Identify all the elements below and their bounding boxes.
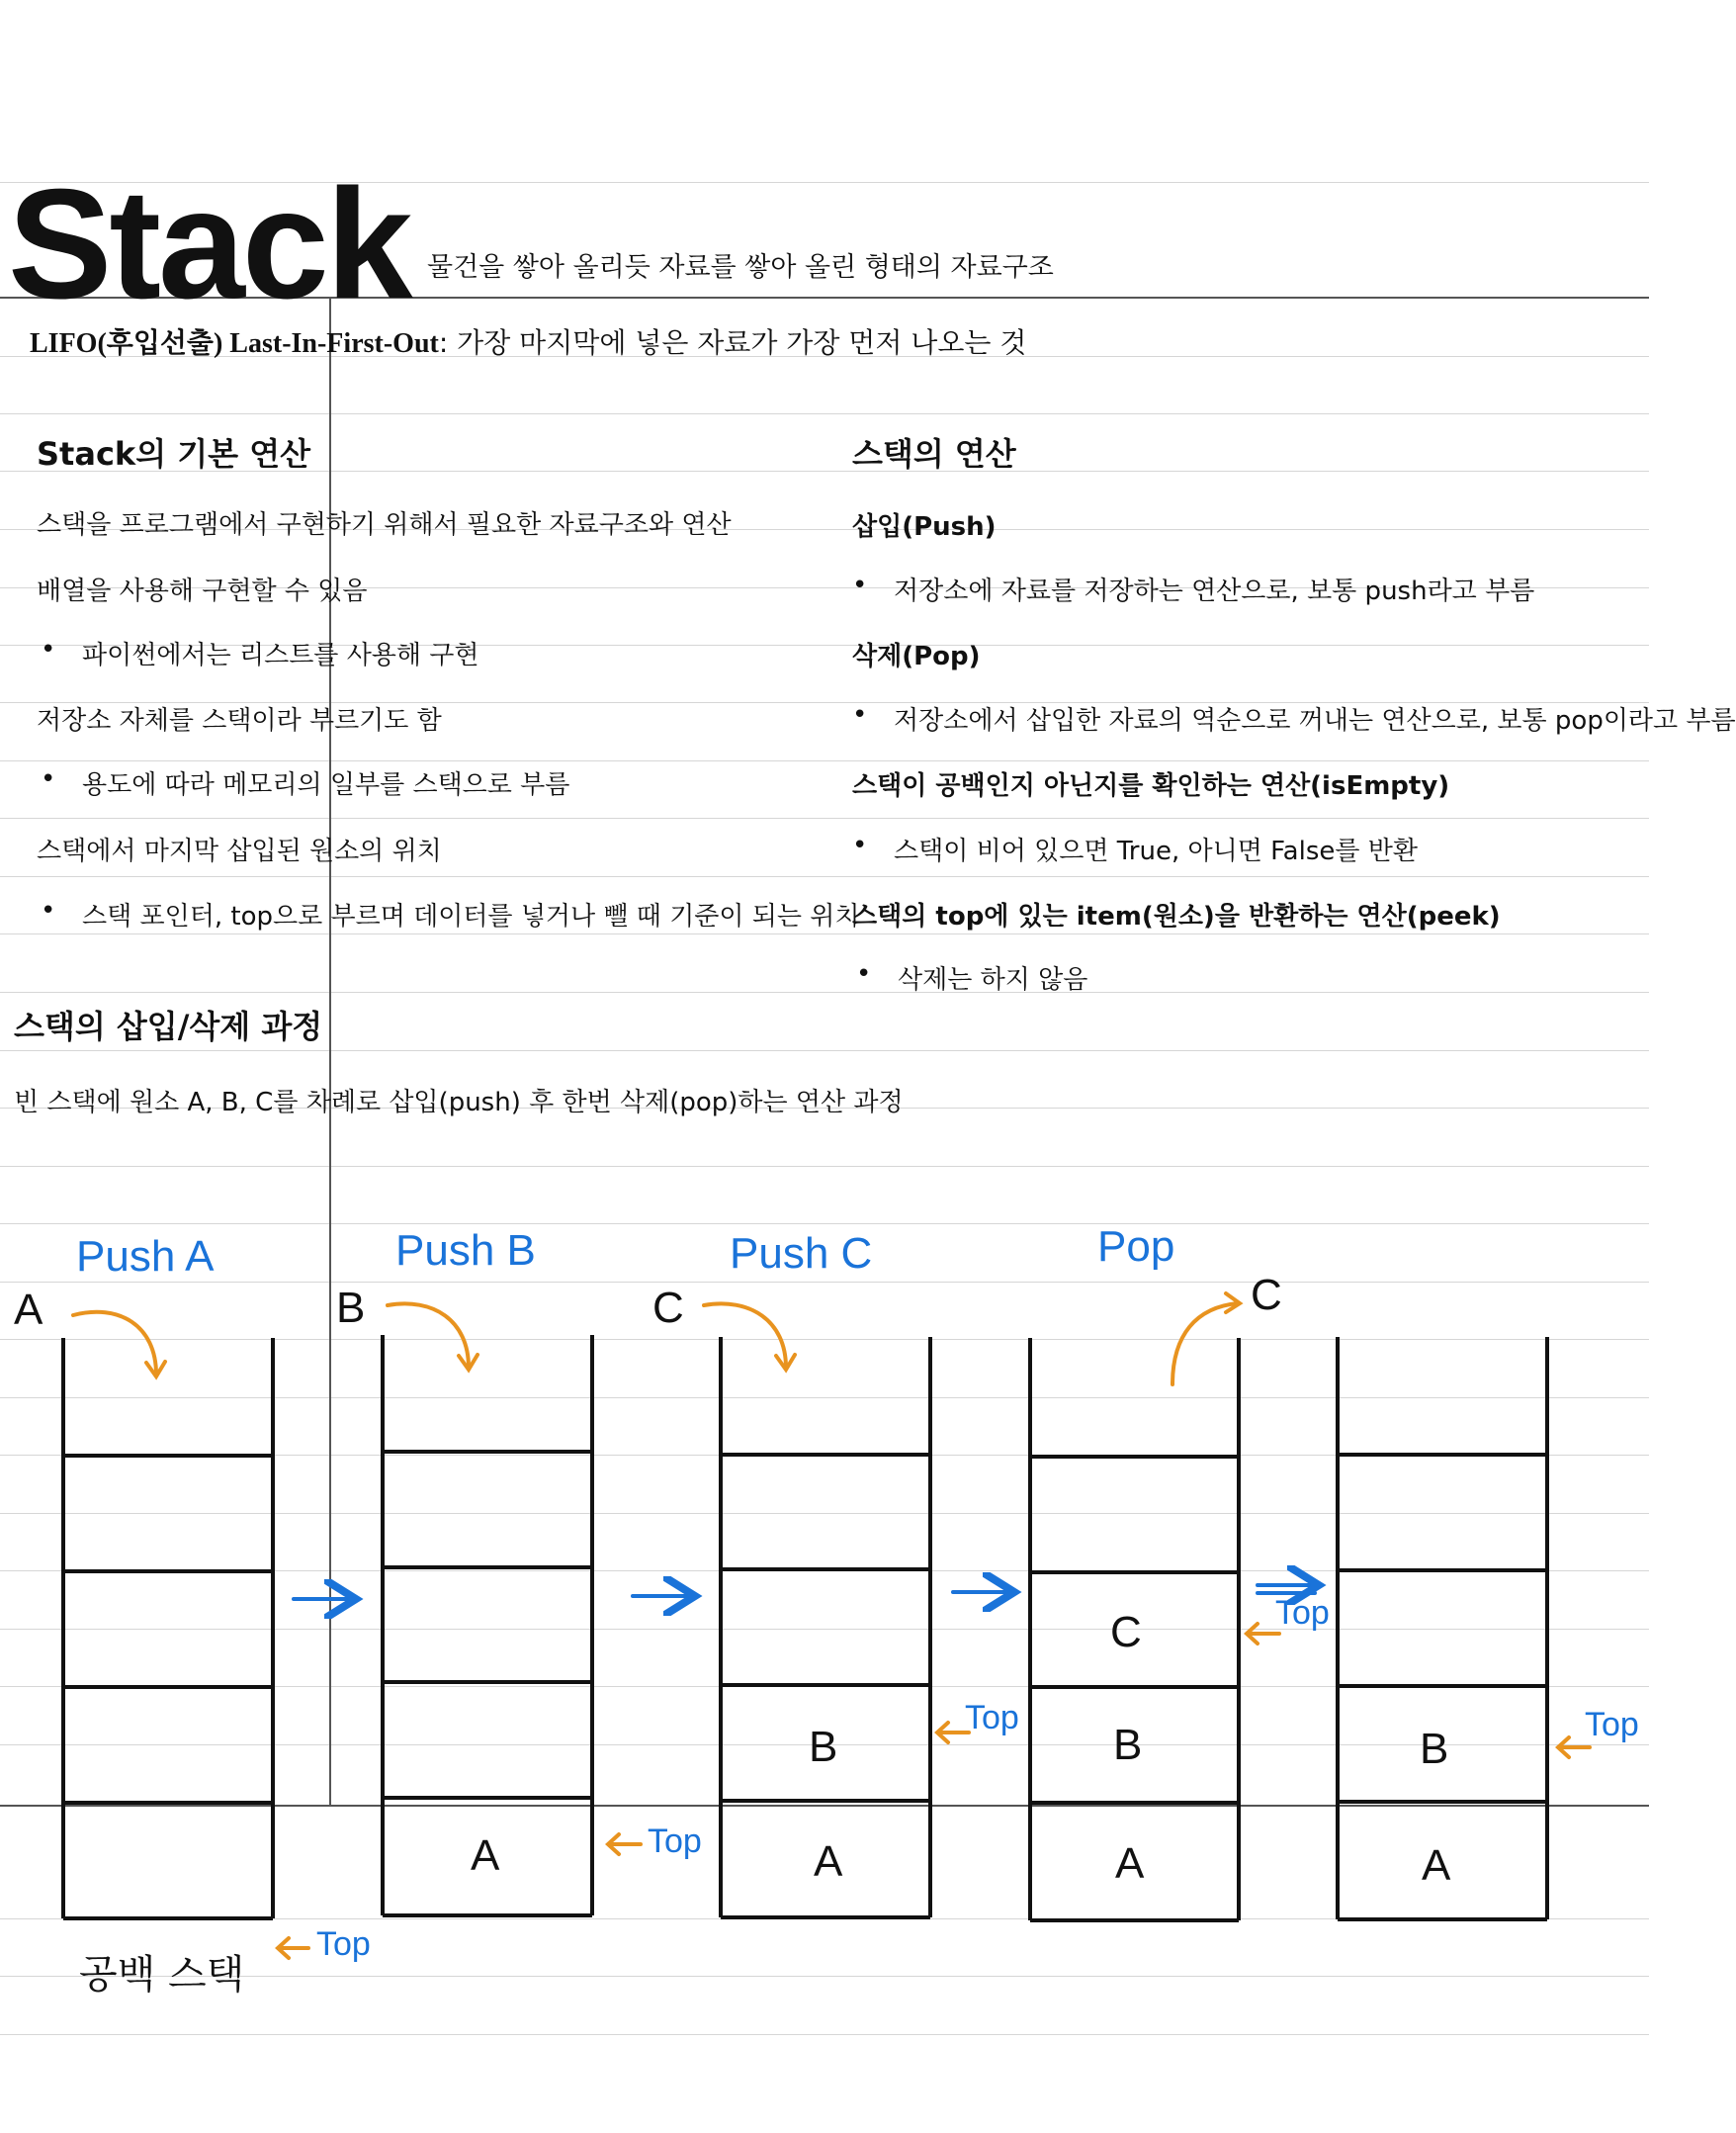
top-label-5: Top	[1585, 1706, 1639, 1743]
page-subtitle: 물건을 쌓아 올리듯 자료를 쌓아 올린 형태의 자료구조	[427, 252, 1054, 283]
basic-ops-bullet: • 파이썬에서는 리스트를 사용해 구현	[82, 635, 479, 671]
insert-arrow-a	[73, 1312, 165, 1377]
top-label-empty: Top	[316, 1925, 371, 1963]
incoming-a: A	[14, 1286, 43, 1334]
step-label-push-c: Push C	[730, 1229, 873, 1278]
cell-stack4-b: B	[1113, 1721, 1143, 1769]
basic-ops-heading: Stack의 기본 연산	[37, 435, 311, 473]
basic-ops-item: 스택을 프로그램에서 구현하기 위해서 필요한 자료구조와 연산	[37, 510, 732, 540]
pop-title: 삭제(Pop)	[852, 642, 981, 671]
stack-empty	[63, 1338, 273, 1918]
incoming-c: C	[652, 1284, 684, 1332]
process-desc: 빈 스택에 원소 A, B, C를 차례로 삽입(push) 후 한번 삭제(pop)하는 연산 과정	[14, 1088, 904, 1117]
stack-after-push-a	[383, 1335, 592, 1915]
push-desc: • 저장소에 자료를 저장하는 연산으로, 보통 push라고 부름	[894, 571, 1534, 607]
insert-arrow-c	[704, 1303, 795, 1370]
insert-arrow-b	[388, 1303, 477, 1370]
stack-after-push-b	[721, 1337, 930, 1917]
process-heading: 스택의 삽입/삭제 과정	[14, 1008, 323, 1045]
stack-ops-heading: 스택의 연산	[852, 435, 1016, 473]
cell-stack5-a: A	[1422, 1841, 1451, 1890]
peek-desc: • 삭제는 하지 않음	[898, 959, 1087, 996]
basic-ops-bullet: • 용도에 따라 메모리의 일부를 스택으로 부름	[82, 764, 569, 801]
basic-ops-bullet: • 스택 포인터, top으로 부르며 데이터를 넣거나 뺄 때 기준이 되는 위치	[82, 896, 860, 933]
cell-stack2-a: A	[471, 1831, 500, 1880]
cell-stack4-a: A	[1115, 1839, 1145, 1888]
popped-c: C	[1251, 1271, 1282, 1319]
basic-ops-item: 저장소 자체를 스택이라 부르기도 함	[37, 706, 442, 736]
basic-ops-item: 스택에서 마지막 삽입된 원소의 위치	[37, 837, 442, 866]
step-label-pop: Pop	[1097, 1222, 1175, 1271]
top-label-2: Top	[648, 1822, 702, 1860]
step-label-push-a: Push A	[76, 1232, 215, 1281]
empty-stack-caption: 공백 스택	[79, 1952, 245, 1998]
cell-stack5-b: B	[1420, 1725, 1449, 1773]
top-label-3: Top	[965, 1699, 1019, 1736]
cell-stack4-c: C	[1110, 1608, 1142, 1656]
push-title: 삽입(Push)	[852, 512, 997, 542]
top-pointer-empty	[278, 1938, 308, 1958]
pop-arrow	[1172, 1293, 1240, 1384]
peek-title: 스택의 top에 있는 item(원소)을 반환하는 연산(peek)	[852, 902, 1501, 932]
step-label-push-b: Push B	[395, 1226, 536, 1275]
isempty-title: 스택이 공백인지 아닌지를 확인하는 연산(isEmpty)	[852, 771, 1450, 801]
basic-ops-item: 배열을 사용해 구현할 수 있음	[37, 577, 368, 606]
cell-stack3-a: A	[814, 1837, 843, 1886]
pop-desc: • 저장소에서 삽입한 자료의 역순으로 꺼내는 연산으로, 보통 pop이라고 부름	[894, 700, 1645, 737]
isempty-desc: • 스택이 비어 있으면 True, 아니면 False를 반환	[894, 831, 1418, 867]
lifo-term: LIFO(후입선출) Last-In-First-Out	[30, 328, 439, 359]
stack-after-pop	[1338, 1337, 1547, 1919]
cell-stack3-b: B	[809, 1723, 838, 1771]
page-title: Stack	[8, 157, 410, 331]
top-pointer-2	[608, 1834, 641, 1854]
top-label-4: Top	[1275, 1594, 1330, 1632]
incoming-b: B	[336, 1284, 366, 1332]
lifo-desc: : 가장 마지막에 넣은 자료가 가장 먼저 나오는 것	[438, 326, 1027, 359]
